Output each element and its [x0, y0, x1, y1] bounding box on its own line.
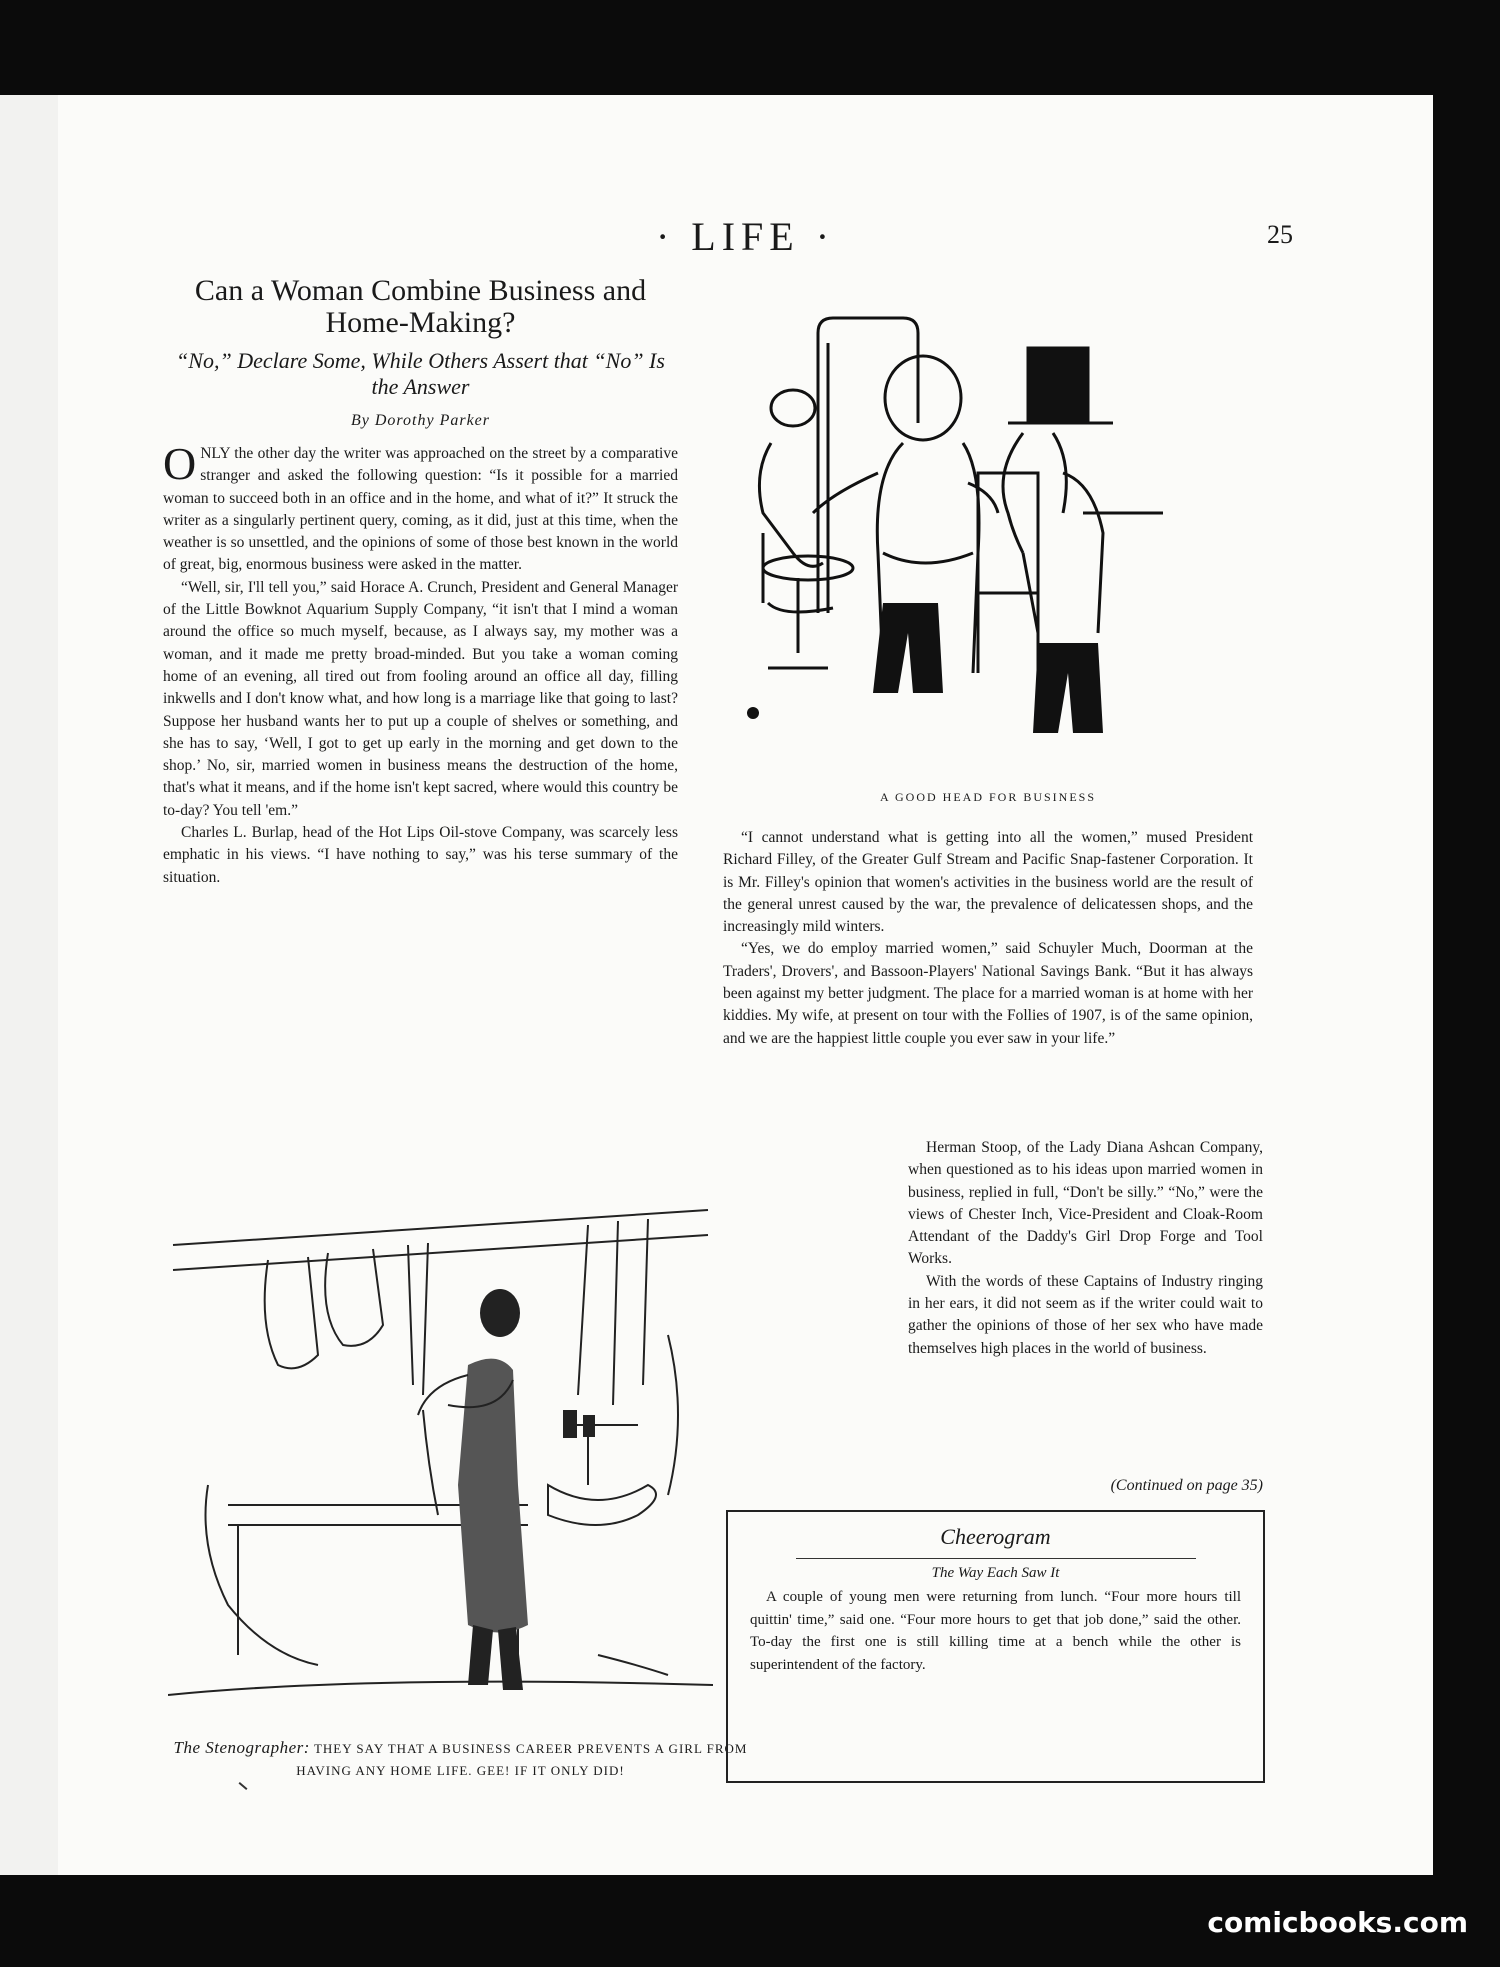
masthead: · LIFE · [655, 214, 836, 259]
article-headline: Can a Woman Combine Business and Home-Making? [194, 274, 647, 339]
caption-speaker: The Stenographer: [173, 1738, 310, 1757]
paragraph-4: “I cannot understand what is getting into all the women,” mused President Richard Filley, of the Greater Gulf Stream and Pacific Snap-fastener Corporation. It is Mr. Filley's opinion that women's activities in the business world are the result of the general unrest caused by the war, the prevalence of delicatessen shops, and the increasingly mild winters. [723, 829, 1253, 936]
continued-note: (Continued on page 35) [1110, 1477, 1263, 1494]
column-right [723, 827, 1253, 1050]
article-subhead: “No,” Declare Some, While Others Assert that “No” Is the Answer [176, 348, 665, 399]
cheerogram-divider [796, 1558, 1196, 1559]
article-byline: By Dorothy Parker [350, 412, 491, 429]
barber-illustration [723, 273, 1253, 773]
stenographer-illustration [168, 1185, 713, 1720]
cartoon-stenographer [168, 1185, 713, 1720]
cartoon-top-caption: A GOOD HEAD FOR BUSINESS [879, 790, 1097, 804]
paragraph-5: “Yes, we do employ married women,” said Schuyler Much, Doorman at the Traders', Drovers', and Bassoon-Players' National Savings Bank. “But it has always been against my better judgment. The place for a married woman is at home with her kiddies. My wife, at present on tour with the Follies of 1907, is of the same opinion, and we are the happiest little couple you ever saw in your life.” [723, 940, 1253, 1047]
cartoon-barber [723, 273, 1253, 773]
paragraph-2: “Well, sir, I'll tell you,” said Horace A. Crunch, President and General Manager of the Little Bowknot Aquarium Supply Company, “it isn't that I mind a woman around the office so much myself, because, as I always say, my mother was a woman, and it made me pretty broad-minded. But you take a woman coming home of an evening, all tired out from fooling around an office all day, filling inkwells and I don't know what, and how long is a marriage like that going to last? Suppose her husband wants her to put up a couple of shelves or something, and she has to say, ‘Well, I got to get up early in the morning and get down to the shop.’ No, sir, married women in business means the destruction of the home, that's what it means, and if the home isn't kept sacred, where would this country be to-day? You tell 'em.” [163, 578, 678, 819]
page-mark [239, 1782, 248, 1790]
cheerogram-box [726, 1510, 1265, 1783]
column-right-narrow [908, 1137, 1263, 1360]
paragraph-3: Charles L. Burlap, head of the Hot Lips Oil-stove Company, was scarcely less emphatic in his views. “I have nothing to say,” was his terse summary of the situation. [163, 824, 678, 886]
magazine-page [58, 95, 1433, 1875]
cheerogram-text: A couple of young men were returning from lunch. “Four more hours till quittin' time,” said one. “Four more hours to get that job done,” said the other. To-day the first one is still killing time at a bench while the other is superintendent of the factory. [750, 1589, 1241, 1673]
caption-line-1: THEY SAY THAT A BUSINESS CAREER PREVENTS A GIRL FROM [313, 1741, 748, 1756]
drop-cap: O [163, 438, 197, 489]
column-left [163, 438, 678, 889]
cartoon-bottom-caption [168, 1737, 753, 1782]
paragraph-7: With the words of these Captains of Industry ringing in her ears, it did not seem as if the writer could wait to gather the opinions of those of her sex who have made themselves high places in the world of business. [908, 1272, 1263, 1357]
page-number: 25 [1267, 220, 1293, 249]
caption-line-2: HAVING ANY HOME LIFE. GEE! IF IT ONLY DID! [296, 1763, 625, 1778]
cheerogram-title: Cheerogram [940, 1524, 1051, 1549]
site-watermark: comicbooks.com [1207, 1906, 1468, 1939]
paragraph-1: ONLY the other day the writer was approached on the street by a comparative stranger and asked the following question: “Is it possible for a married woman to succeed both in an office and in the home, and what of it?” It struck the writer as a singularly pertinent query, coming, as it did, just at this time, when the weather is so unsettled, and the opinions of some of those best known in the world of great, big, enormous business were asked in the matter. [163, 438, 678, 574]
facing-page-edge [0, 95, 61, 1875]
paragraph-6: Herman Stoop, of the Lady Diana Ashcan Company, when questioned as to his ideas upon married women in business, replied in full, “Don't be silly.” “No,” were the views of Chester Inch, Vice-President and Cloak-Room Attendant of the Daddy's Girl Drop Forge and Tool Works. [908, 1139, 1263, 1268]
cheerogram-subtitle: The Way Each Saw It [931, 1565, 1060, 1581]
